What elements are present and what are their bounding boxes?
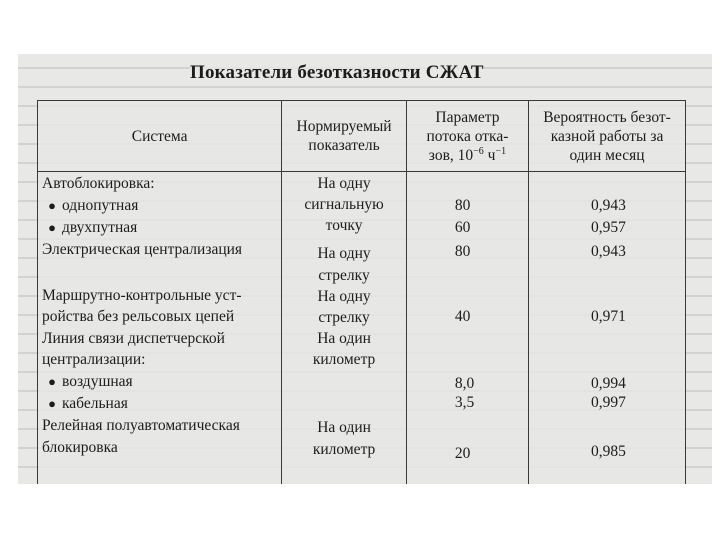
norm-text: точку — [325, 217, 363, 234]
header-probability: Вероятность безот- казной работы за один месяц — [529, 101, 686, 172]
norm-text: стрелку — [318, 309, 370, 326]
system-dispatch-line-1: Линия связи диспетчерской — [42, 330, 225, 347]
system-autoblock: Автоблокировка: — [42, 175, 155, 192]
probability-value: 0,985 — [591, 443, 626, 460]
probability-value: 0,943 — [591, 243, 626, 260]
system-electric-interlocking: Электрическая централизация — [42, 241, 243, 258]
norm-column — [282, 172, 407, 485]
probability-value: 0,994 — [591, 375, 626, 392]
system-column — [38, 172, 282, 485]
failure-rate-value: 3,5 — [454, 394, 475, 411]
header-norm: Нормируемый показатель — [282, 101, 407, 172]
system-route-control-1: Маршрутно-контрольные уст- — [42, 287, 242, 304]
norm-text: На одну — [317, 175, 371, 192]
probability-value: 0,971 — [591, 308, 626, 325]
norm-text: На один — [317, 330, 371, 347]
failure-rate-value: 40 — [454, 308, 471, 325]
probability-value: 0,997 — [591, 394, 626, 411]
system-route-control-2: ройства без рельсовых цепей — [42, 308, 235, 325]
failure-rate-column — [406, 172, 528, 485]
system-single-track: ● однопутная — [42, 196, 138, 215]
reliability-table — [37, 100, 686, 484]
failure-rate-value: 20 — [454, 445, 471, 462]
norm-text: сигнальную — [304, 196, 384, 213]
header-system: Система — [38, 101, 282, 172]
norm-text: На одну — [317, 288, 371, 305]
probability-value: 0,957 — [591, 219, 626, 236]
table-header-row — [38, 101, 686, 172]
failure-rate-value: 80 — [454, 243, 471, 260]
scanned-page — [18, 54, 712, 484]
system-cable: ● кабельная — [42, 394, 128, 413]
system-relay-block-1: Релейная полуавтоматическая — [42, 417, 240, 434]
bullet-icon: ● — [48, 396, 56, 411]
norm-text: километр — [312, 351, 376, 368]
bullet-icon: ● — [48, 220, 56, 235]
page-title: Показатели безотказности СЖАТ — [190, 62, 484, 83]
header-failure-rate: Параметр потока отка- зов, $10^{-6}$ $ч^{-1}$ — [406, 101, 528, 172]
bullet-icon: ● — [48, 374, 56, 389]
probability-value: 0,943 — [591, 197, 626, 214]
failure-rate-value: 8,0 — [454, 375, 475, 392]
bullet-icon: ● — [48, 198, 56, 213]
system-double-track: ● двухпутная — [42, 218, 137, 237]
system-relay-block-2: блокировка — [42, 439, 118, 456]
system-dispatch-line-2: централизации: — [42, 351, 146, 368]
system-overhead: ● воздушная — [42, 372, 133, 391]
failure-rate-value: 60 — [454, 219, 471, 236]
norm-text: На одну — [317, 245, 371, 262]
probability-column — [529, 172, 686, 485]
norm-text: километр — [312, 441, 376, 458]
norm-text: стрелку — [318, 267, 370, 284]
failure-rate-value: 80 — [454, 197, 471, 214]
table-body-row — [38, 172, 686, 485]
norm-text: На один — [317, 419, 371, 436]
